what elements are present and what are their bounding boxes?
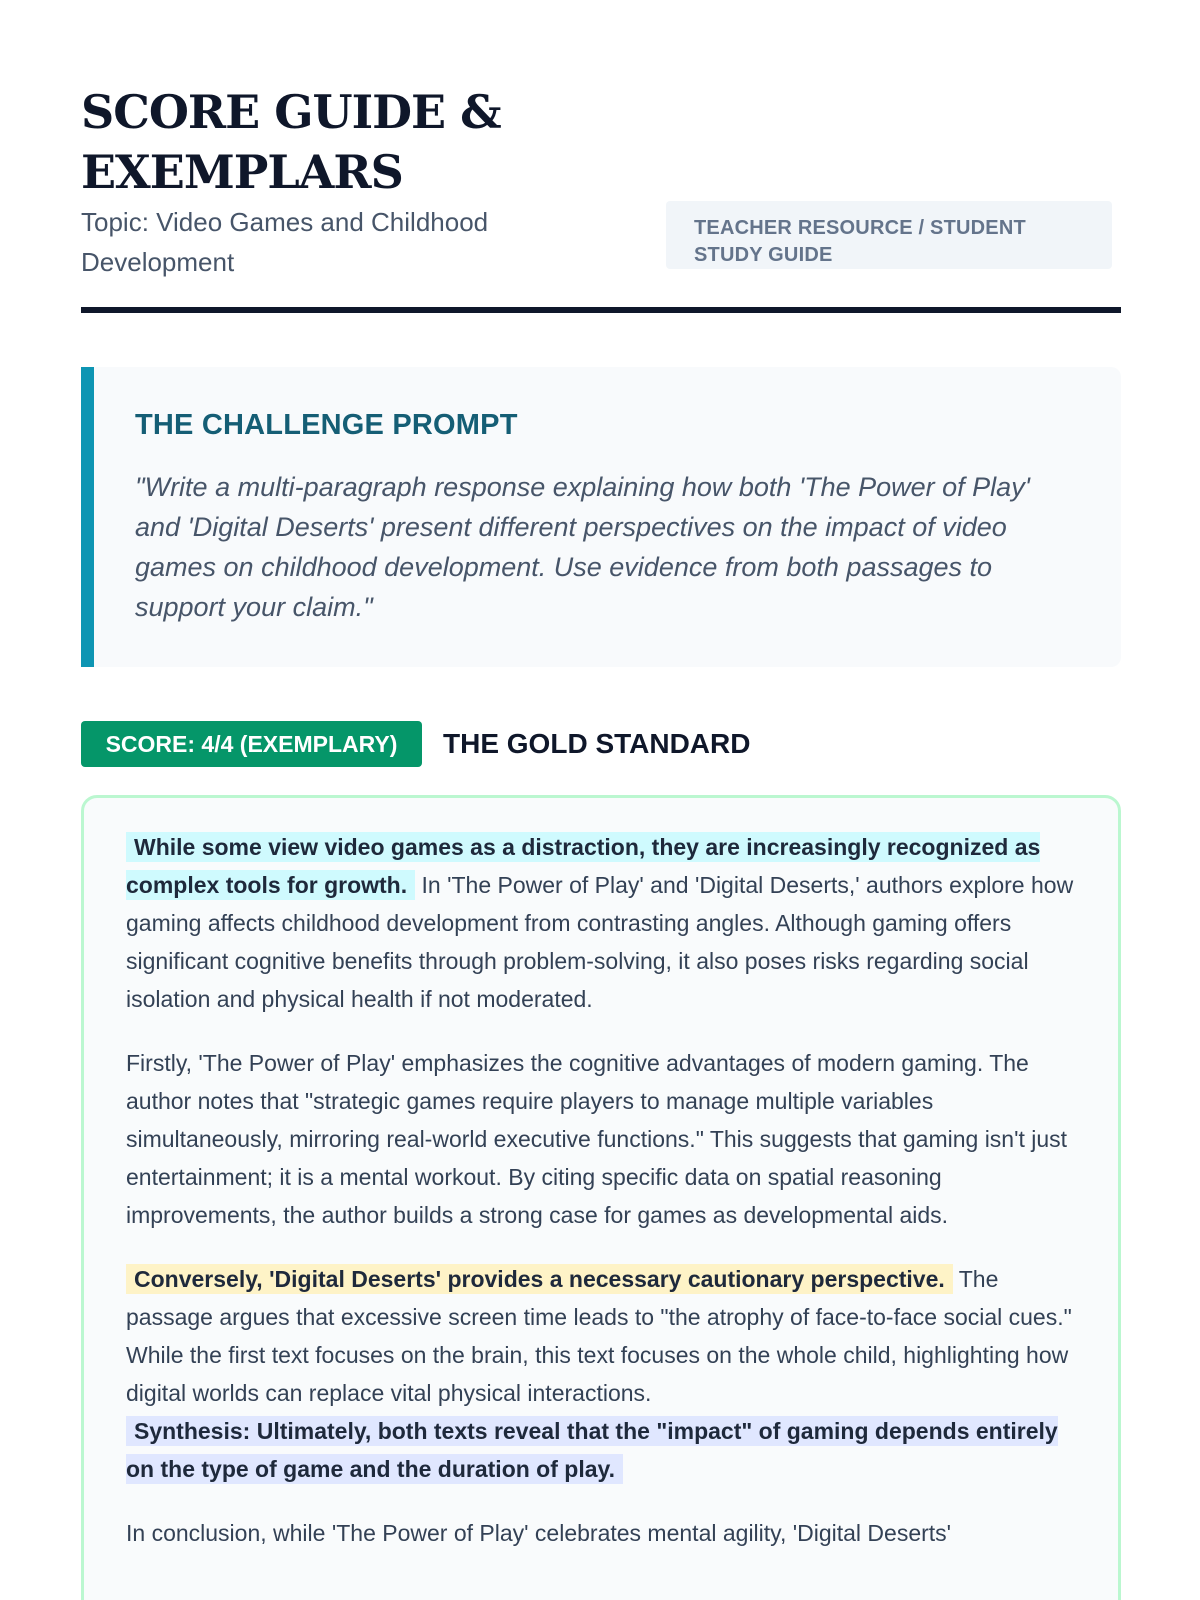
exemplar-paragraph — [126, 1260, 1076, 1488]
resource-tag: TEACHER RESOURCE / STUDENT STUDY GUIDE — [666, 201, 1112, 269]
score-badge: SCORE: 4/4 (EXEMPLARY) — [81, 721, 422, 767]
page-title: SCORE GUIDE & EXEMPLARS — [81, 85, 501, 199]
exemplar-paragraph: Firstly, 'The Power of Play' emphasizes the cognitive advantages of modern gaming. The author notes that "strategic games require players to manage multiple variables simultaneously, mirroring real-world executive functions." This suggests that gaming isn't just entertainment; it is a mental workout. By citing specific data on spatial reasoning improvements, the author builds a strong case for games as developmental aids. — [126, 1050, 1068, 1228]
prompt-text: "Write a multi-paragraph response explaining how both 'The Power of Play' and 'Digital Deserts' present different perspectives on the impact of video games on childhood development. Use evidence from both passages to support your claim." — [135, 472, 1030, 622]
synthesis-highlight: Synthesis: Ultimately, both texts reveal that the "impact" of gaming depends entirely on the type of game and the duration of play. — [126, 1418, 1058, 1482]
claim-highlight: While some view video games as a distraction, they are increasingly recognized as complex tools for growth. — [126, 834, 1041, 898]
paragraph-text: In 'The Power of Play' and 'Digital Deserts,' authors explore how gaming affects childhood development from contrasting angles. Although gaming offers significant cognitive benefits through problem-solving, it also poses risks regarding social isolation and physical health if not moderated. — [126, 872, 1074, 1012]
page-header — [81, 82, 1121, 277]
challenge-prompt-box — [81, 367, 1121, 667]
prompt-heading: THE CHALLENGE PROMPT — [135, 409, 518, 441]
topic-subtitle: Topic: Video Games and Childhood Development — [81, 207, 489, 277]
exemplar-body — [126, 828, 1076, 1578]
score-caption: THE GOLD STANDARD — [443, 728, 751, 759]
counterclaim-highlight: Conversely, 'Digital Deserts' provides a necessary cautionary perspective. — [126, 1264, 953, 1294]
paragraph-text: The passage argues that excessive screen time leads to "the atrophy of face-to-face social cues." While the first text focuses on the brain, this text focuses on the whole child, highlighting how digital worlds can replace vital physical interactions. — [126, 1266, 1072, 1406]
exemplar-paragraph — [126, 828, 1076, 1018]
header-divider — [81, 307, 1121, 313]
exemplar-paragraph: In conclusion, while 'The Power of Play' celebrates mental agility, 'Digital Deserts' — [126, 1520, 952, 1546]
exemplar-response-card — [81, 795, 1121, 1600]
